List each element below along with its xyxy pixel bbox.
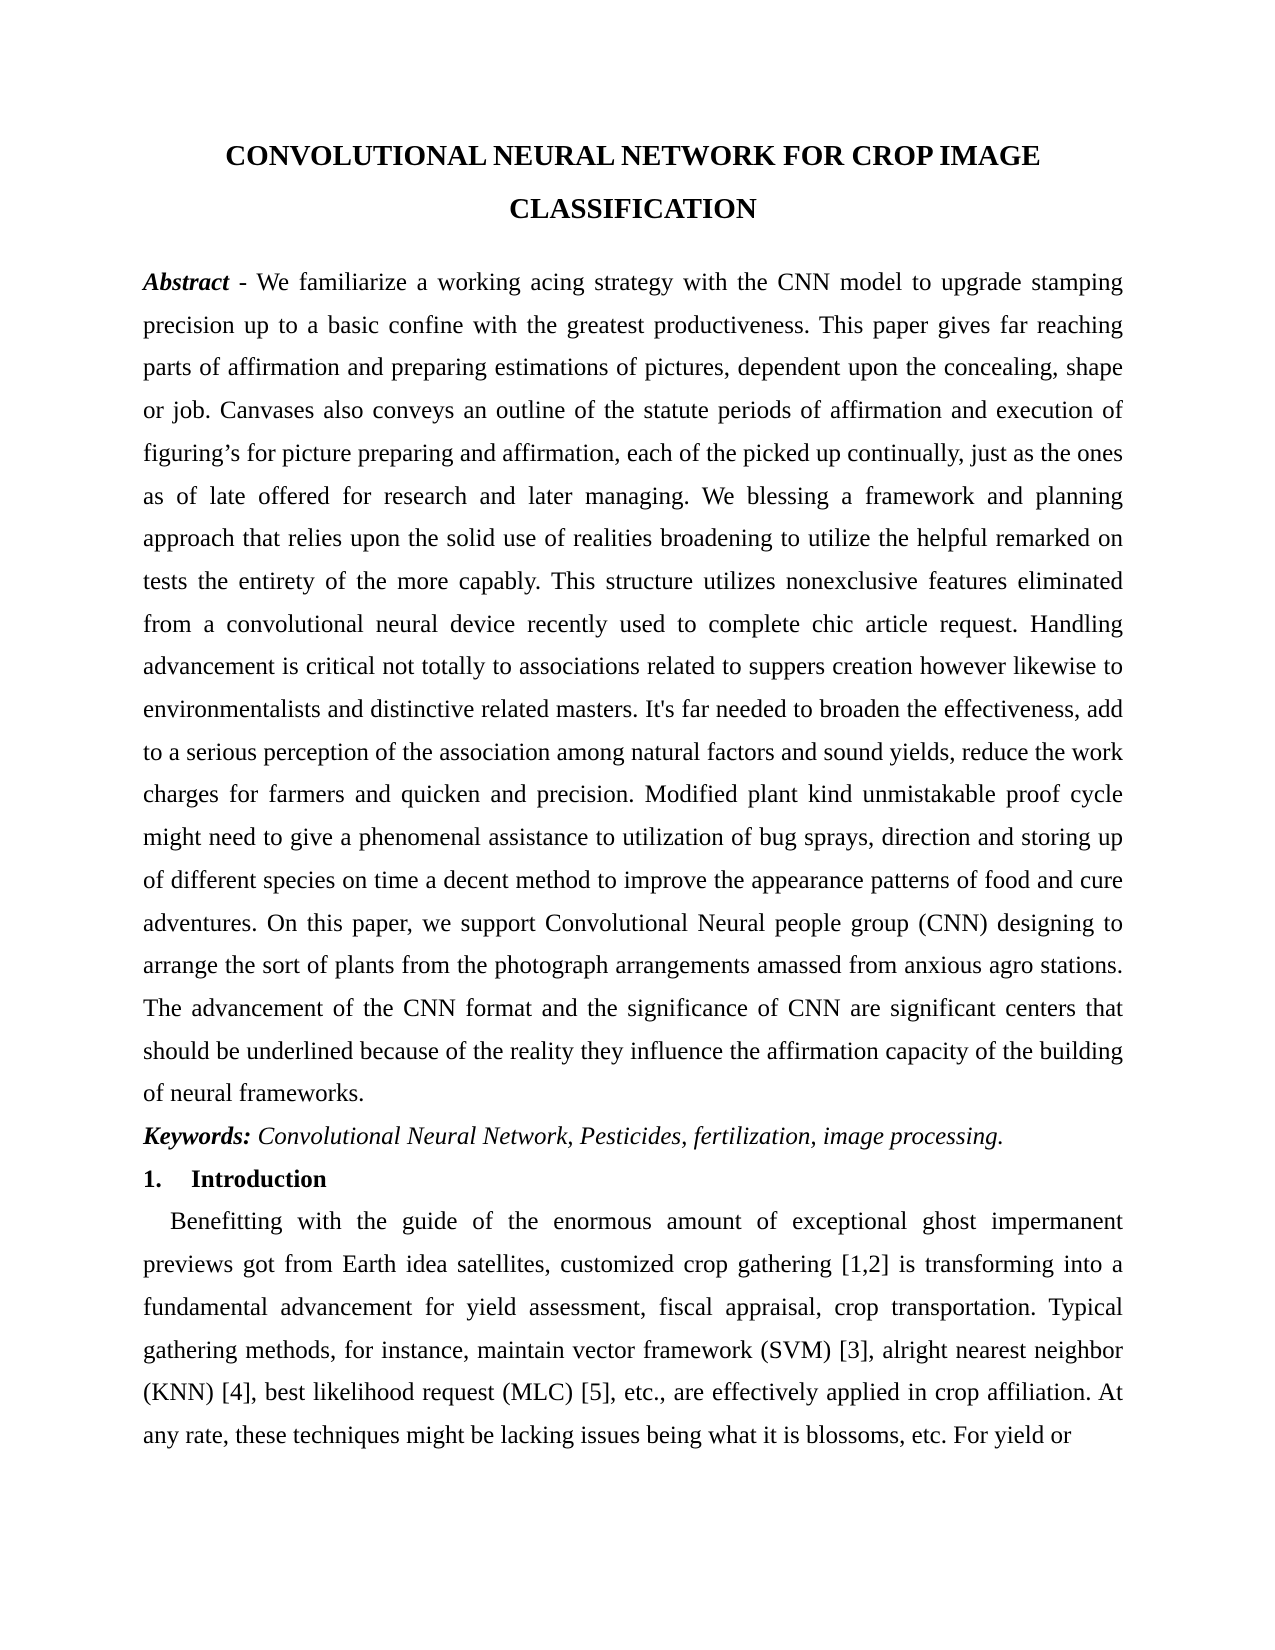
section-number: 1. [143, 1165, 162, 1193]
paper-title: CONVOLUTIONAL NEURAL NETWORK FOR CROP IMAGE CLASSIFICATION [225, 140, 1041, 225]
keywords-label: Keywords: [143, 1123, 252, 1151]
section-heading-introduction [143, 1159, 1123, 1202]
abstract-label: Abstract [143, 269, 230, 296]
abstract-text: - We familiarize a working acing strategy with the CNN model to upgrade stamping precision up to a basic confine with the greatest productiveness. This paper gives far reaching parts of affirmation and preparing estimations of pictures, dependent upon the concealing, shape or job. Canvases also conveys an outline of the statute periods of affirmation and execution of figuring’s for picture preparing and affirmation, each of the picked up continually, just as the ones as of late offered for research and later managing. We blessing a framework and planning approach that relies upon the solid use of realities broadening to utilize the helpful remarked on tests the entirety of the more capably. This structure utilizes nonexclusive features eliminated from a convolutional neural device recently used to complete chic article request. Handling advancement is critical not totally to associations related to suppers creation however likewise to environmentalists and distinctive related masters. It's far needed to broaden the effectiveness, add to a serious perception of the association among natural factors and sound yields, reduce the work charges for farmers and quicken and precision. Modified plant kind unmistakable proof cycle might need to give a phenomenal assistance to utilization of bug sprays, direction and storing up of different species on time a decent method to improve the appearance patterns of food and cure adventures. On this paper, we support Convolutional Neural people group (CNN) designing to arrange the sort of plants from the photograph arrangements amassed from anxious agro stations. The advancement of the CNN format and the significance of CNN are significant centers that should be underlined because of the reality they influence the affirmation capacity of the building of neural frameworks. [143, 269, 1123, 1108]
introduction-paragraph: Benefitting with the guide of the enormous amount of exceptional ghost impermanent previews got from Earth idea satellites, customized crop gathering [1,2] is transforming into a fundamental advancement for yield assessment, fiscal appraisal, crop transportation. Typical gathering methods, for instance, maintain vector framework (SVM) [3], alright nearest neighbor (KNN) [4], best likelihood request (MLC) [5], etc., are effectively applied in crop affiliation. At any rate, these techniques might be lacking issues being what it is blossoms, etc. For yield or [143, 1208, 1123, 1449]
abstract-paragraph [143, 262, 1123, 1116]
keywords-text: Convolutional Neural Network, Pesticides, fertilization, image processing. [251, 1123, 1004, 1151]
section-title: Introduction [191, 1165, 327, 1193]
keywords-line [143, 1116, 1123, 1159]
